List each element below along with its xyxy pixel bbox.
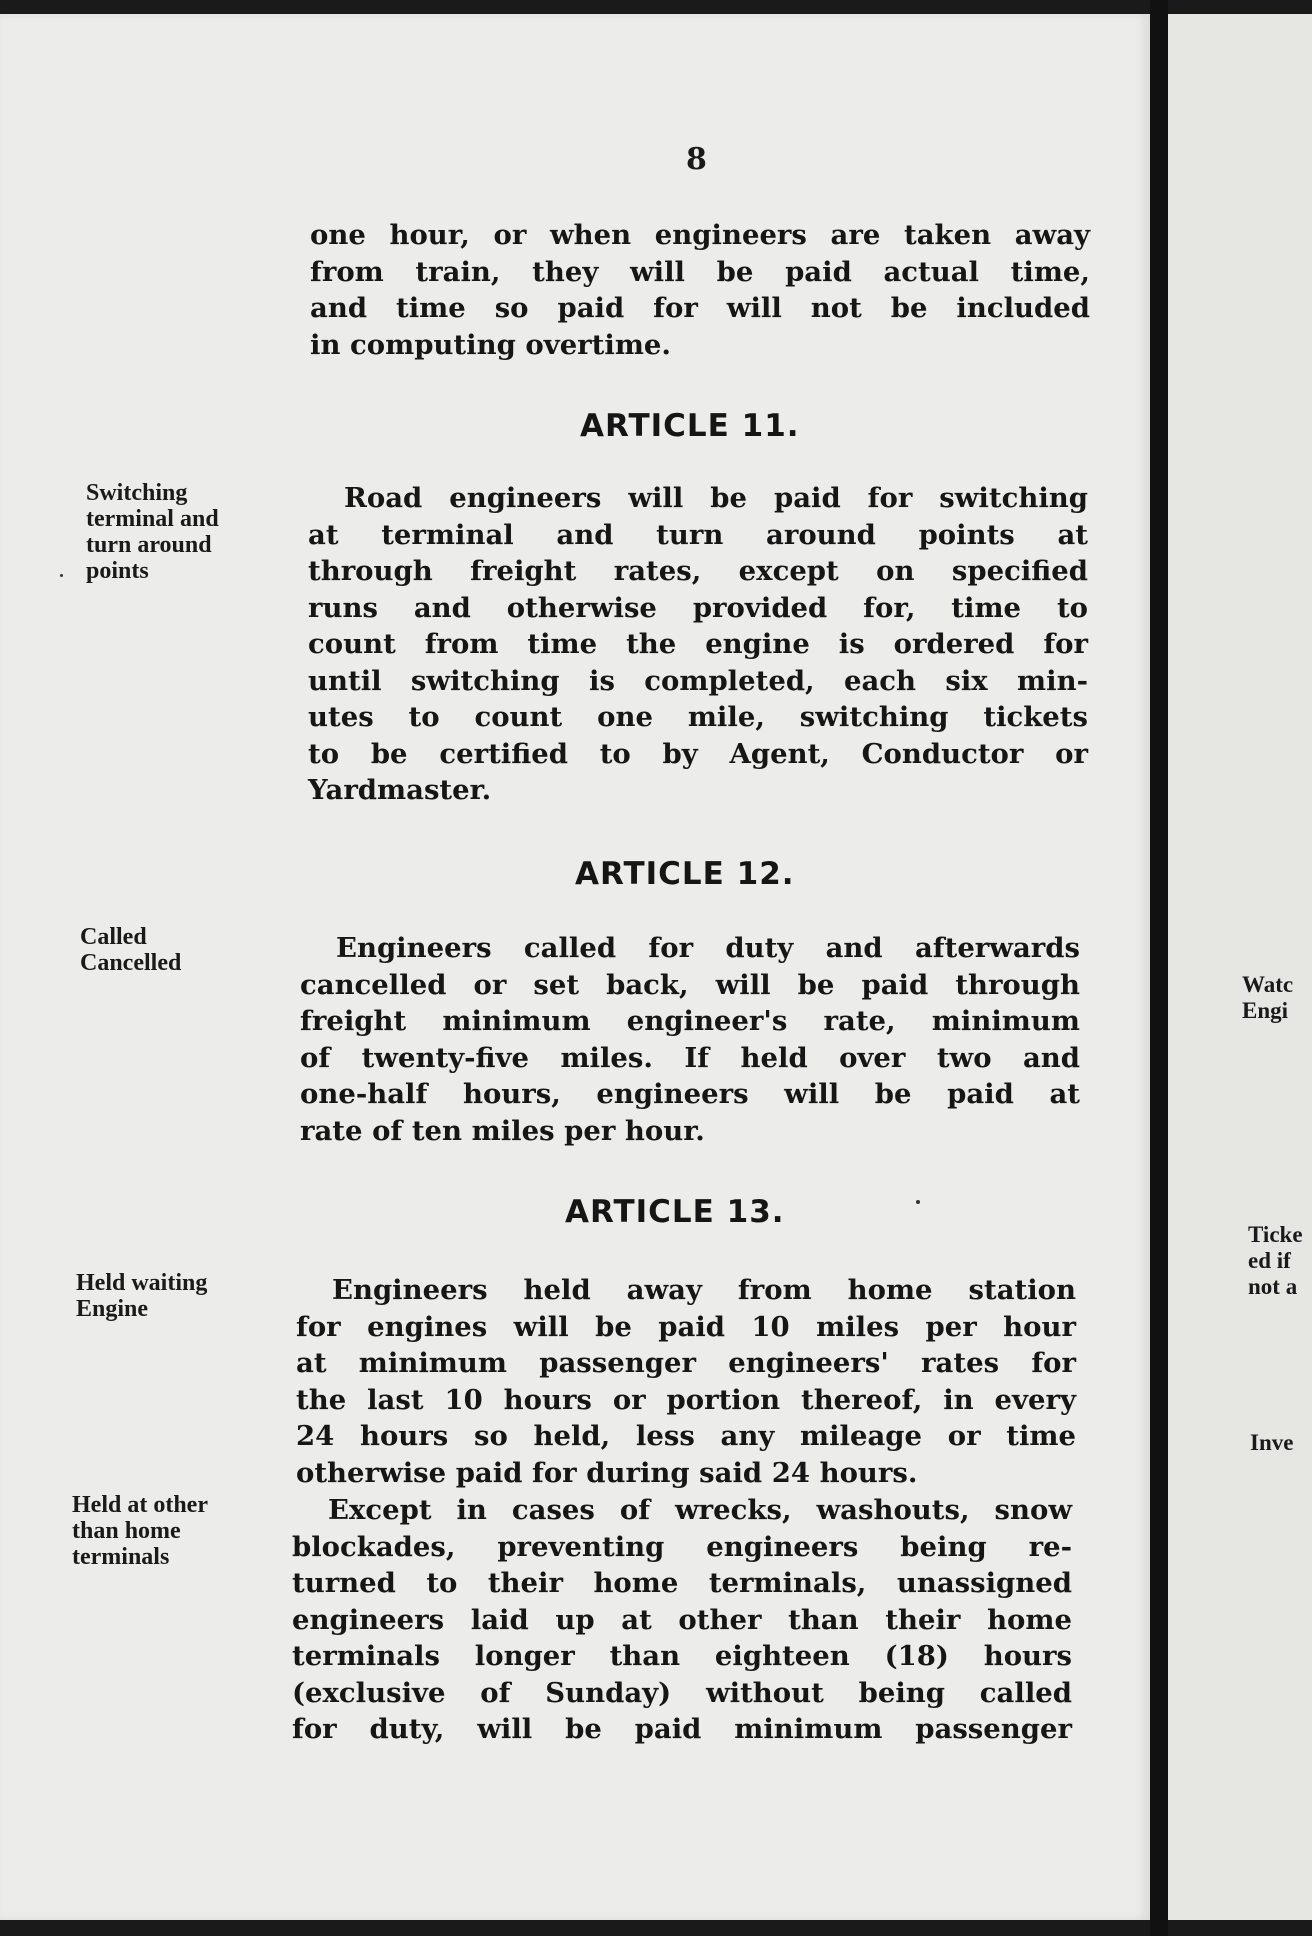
fragment-line: Inve [1250,1430,1294,1455]
text-line: turned to their home terminals, unassigned [292,1567,1072,1599]
article-13-second-paragraph [292,1492,1072,1748]
text-line: Yardmaster. [308,774,492,806]
margin-note-held-waiting [76,1270,266,1322]
margin-note-line: Switching [86,480,188,506]
article-11-paragraph [308,480,1088,809]
text-line: terminals longer than eighteen (18) hours [292,1640,1072,1672]
margin-note-line: terminals [72,1544,170,1570]
margin-note-held-at-other [72,1492,262,1570]
text-line: for duty, will be paid minimum passenger [292,1713,1072,1745]
fragment-line: not a [1248,1274,1298,1299]
margin-note-line: turn around [86,532,212,558]
article-13-heading: ARTICLE 13. [565,1194,785,1230]
continuation-paragraph [310,217,1090,363]
text-line: 24 hours so held, less any mileage or time [296,1420,1076,1452]
text-line: at minimum passenger engineers' rates for [296,1347,1076,1379]
facing-margin-note-watch [1242,972,1293,1024]
text-line: count from time the engine is ordered for [308,628,1088,660]
margin-note-switching [86,480,276,584]
page-number: 8 [686,142,707,177]
facing-margin-note-ticket [1248,1222,1303,1300]
margin-note-line: Held waiting [76,1270,208,1296]
right-page-edge [1168,14,1312,1920]
text-line: runs and otherwise provided for, time to [308,591,1088,624]
facing-margin-note-inve [1250,1430,1293,1456]
article-12-paragraph [300,930,1080,1149]
text-line: from train, they will be paid actual time, [310,255,1090,288]
text-line: the last 10 hours or portion thereof, in every [296,1383,1076,1416]
text-line: (exclusive of Sunday) without being called [292,1676,1072,1709]
margin-note-line: Engine [76,1296,149,1322]
margin-note-line: Cancelled [80,950,182,976]
text-line: rate of ten miles per hour. [300,1114,705,1147]
article-13-paragraph [296,1272,1076,1491]
article-11-heading: ARTICLE 11. [580,408,800,444]
text-line: Except in cases of wrecks, washouts, snow [328,1494,1072,1526]
text-line: Engineers held away from home station [332,1274,1076,1306]
fragment-line: ed if [1248,1248,1291,1273]
scan-speck [60,574,63,577]
text-line: to be certified to by Agent, Conductor or [308,737,1088,770]
margin-note-line: points [86,558,149,584]
text-line: until switching is completed, each six min- [308,664,1088,697]
text-line: through freight rates, except on specified [308,555,1088,587]
text-line: cancelled or set back, will be paid through [300,968,1080,1001]
scan-speck [916,1200,920,1204]
text-line: in computing overtime. [310,328,671,361]
text-line: at terminal and turn around points at [308,518,1088,551]
text-line: freight minimum engineer's rate, minimum [300,1005,1080,1037]
text-line: Road engineers will be paid for switching [344,482,1088,514]
text-line: blockades, preventing engineers being re- [292,1530,1072,1563]
book-gutter [1150,0,1168,1936]
text-line: engineers laid up at other than their home [292,1603,1072,1636]
margin-note-line: than home [72,1518,181,1544]
text-line: utes to count one mile, switching tickets [308,701,1088,733]
margin-note-line: terminal and [86,506,219,532]
margin-note-line: Held at other [72,1492,208,1518]
fragment-line: Ticke [1248,1222,1303,1247]
left-page [0,14,1150,1920]
text-line: of twenty-five miles. If held over two and [300,1041,1080,1074]
fragment-line: Engi [1242,998,1289,1023]
margin-note-line: Called [80,924,147,950]
text-line: otherwise paid for during said 24 hours. [296,1456,918,1489]
text-line: one-half hours, engineers will be paid at [300,1078,1080,1110]
text-line: Engineers called for duty and afterwards [336,932,1080,964]
text-line: for engines will be paid 10 miles per hour [296,1310,1076,1343]
fragment-line: Watc [1242,972,1294,997]
text-line: and time so paid for will not be included [310,292,1090,324]
text-line: one hour, or when engineers are taken away [310,219,1090,251]
margin-note-called-cancelled [80,924,270,976]
article-12-heading: ARTICLE 12. [575,856,795,892]
